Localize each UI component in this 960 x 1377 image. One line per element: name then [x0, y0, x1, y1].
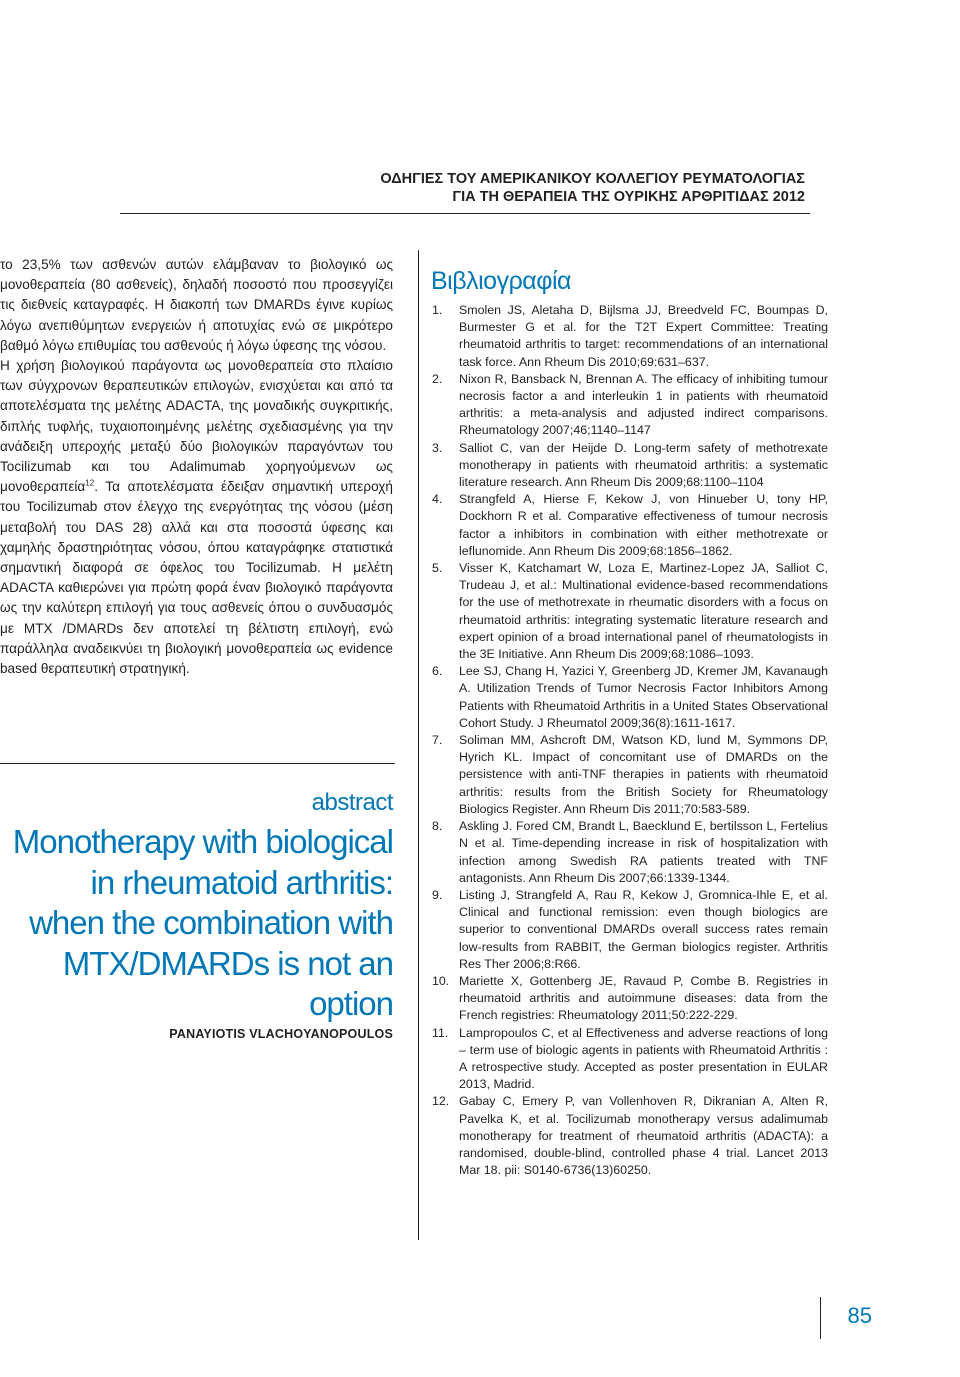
running-header [380, 170, 805, 206]
body-paragraph-2-part-a: Η χρήση βιολογικού παράγοντα ως μονοθεραπεία στο πλαίσιο των σύγχρονων θεραπευτικών επιλογών, ενισχύεται και από τα αποτελέσματα της μελέτης ADACTA, της μοναδικής συγκριτικής, διπλής τυφλής, τυχαιοποιημένης μελέτης σχεδιασμένης για την ανάδειξη υπεροχής μεταξύ δύο βιολογικών παραγόντων του Tocilizumab και του Adalimumab χορηγούμενων ως μονοθεραπεία [0, 358, 393, 495]
reference-item [432, 818, 828, 887]
body-text-column [0, 255, 393, 679]
reference-text: Lampropoulos C, et al Effectiveness and adverse reactions of long – term use of biologic agents in patients with Rheumatoid Arthritis : A retrospective study. Accepted as poster presentation in EULAR 2013, Madrid. [459, 1025, 828, 1092]
reference-number: 10. [432, 973, 450, 988]
abstract-title [0, 822, 393, 1025]
reference-item [432, 663, 828, 732]
reference-number: 6. [432, 664, 443, 679]
body-paragraph-2-part-b: . Τα αποτελέσματα έδειξαν σημαντική υπεροχή του Tocilizumab στον έλεγχο της ενεργότητας της νόσου (μέση μεταβολή του DAS 28) αλλά και στα ποσοστά ύφεσης και χαμηλής δραστηριότητας νόσου, όπου καταγράφηκε στατιστικά σημαντική διαφορά σε όφελος του Tocilizumab. Η μελέτη ADACTA καθιερώνει για πρώτη φορά έναν βιολογικό παράγοντα ως την καλύτερη επιλογή για τους ασθενείς όπου ο συνδυασμός με MTX /DMARDs δεν αποτελεί τη βέλτιστη επιλογή, ενώ παράλληλα αναδεικνύει τη βιολογική μονοθεραπεία ως evidence based θεραπευτική στρατηγική. [0, 479, 393, 677]
abstract-title-line: in rheumatoid arthritis: [90, 863, 393, 901]
reference-text: Salliot C, van der Heijde D. Long-term safety of methotrexate monotherapy in patients with rheumatoid arthritis: a systematic literature research. Ann Rheum Dis 2009;68:1100–1104 [459, 440, 828, 490]
reference-text: Askling J. Fored CM, Brandt L, Baecklund E, bertilsson L, Fertelius N et al. Time-depending increase in risk of hospitalization with infection among Swedish RA patients treated with TNF antagonists. Ann Rheum Dis 2007;66:1339-1344. [459, 819, 828, 885]
reference-number: 11. [432, 1025, 449, 1040]
reference-text: Strangfeld A, Hierse F, Kekow J, von Hinueber U, tony HP, Dockhorn R et al. Comparative effectiveness of tumour necrosis factor a inhibitors in combination with either methotrexate or leflunomide. Ann Rheum Dis 2009;68:1856–1862. [459, 492, 828, 558]
reference-item [432, 973, 828, 1025]
reference-item [432, 560, 828, 663]
reference-number: 3. [432, 440, 443, 455]
reference-number: 4. [432, 492, 443, 507]
reference-number: 12. [432, 1094, 450, 1109]
running-header-line-1: ΟΔΗΓΙΕΣ ΤΟΥ ΑΜΕΡΙΚΑΝΙΚΟΥ ΚΟΛΛΕΓΙΟΥ ΡΕΥΜΑΤΟΛΟΓΙΑΣ [380, 171, 805, 187]
reference-item [432, 371, 828, 440]
references-title: Βιβλιογραφία [431, 267, 571, 295]
citation-superscript: 12 [85, 478, 95, 488]
reference-text: Mariette X, Gottenberg JE, Ravaud P, Combe B. Registries in rheumatoid arthritis and autoimmune diseases: data from the French registries: Rheumatology 2011;50:222-229. [459, 973, 828, 1023]
reference-item [432, 302, 828, 371]
reference-item [432, 440, 828, 492]
abstract-title-line: MTX/DMARDs is not an [62, 944, 393, 982]
column-divider [418, 250, 419, 1240]
abstract-title-line: when the combination with [29, 904, 393, 941]
reference-item [432, 887, 828, 973]
reference-text: Soliman MM, Ashcroft DM, Watson KD, lund M, Symmons DP, Hyrich KL. Impact of concomitant use of DMARDs on the persistence with anti-TNF therapies in patients with rheumatoid arthritis: results from the British Society for Rheumatology Biologics Register. Ann Rheum Dis 2011;70:583-589. [459, 733, 828, 816]
body-paragraph-2 [0, 356, 393, 679]
abstract-title-line: option [309, 985, 393, 1022]
reference-item [432, 1025, 828, 1094]
reference-number: 2. [432, 371, 443, 386]
reference-item [432, 491, 828, 560]
reference-text: Lee SJ, Chang H, Yazici Y, Greenberg JD, Kremer JM, Kavanaugh A. Utilization Trends of Tumor Necrosis Factor Inhibitors Among Patients with Rheumatoid Arthritis in a United States Observational Cohort Study. J Rheumatol 2009;36(8):1611-1617. [459, 664, 828, 730]
references-column [432, 266, 828, 1179]
reference-text: Visser K, Katchamart W, Loza E, Martinez-Lopez JA, Salliot C, Trudeau J, et al.: Multinational evidence-based recommendations for the use of methotrexate in rheumatic disorders with a focus on rheumatoid arthritis: integrating systematic literature research and expert opinion of a broad international panel of rheumatologists in the 3E Initiative. Ann Rheum Dis 2009;68:1086–1093. [459, 561, 828, 662]
abstract-title-line: Monotherapy with biological [12, 823, 393, 860]
reference-number: 1. [432, 303, 443, 317]
reference-text: Nixon R, Bansback N, Brennan A. The efficacy of inhibiting tumour necrosis factor a and interleukin 1 in patients with rheumatoid arthritis: a meta-analysis and adjusted indirect comparisons. Rheumatology 2007;46;1140–1147 [459, 371, 828, 438]
body-divider [0, 763, 395, 764]
reference-list [432, 302, 828, 1179]
reference-text: Gabay C, Emery P, van Vollenhoven R, Dikranian A, Alten R, Pavelka K, et al. Tocilizumab monotherapy versus adalimumab monotherapy for treatment of rheumatoid arthritis (ADACTA): a randomised, double-blind, controlled phase 4 trial. Lancet 2013 Mar 18. pii: S0140-6736(13)60250. [459, 1094, 828, 1178]
body-paragraph-1: το 23,5% των ασθενών αυτών ελάμβαναν το βιολογικό ως μονοθεραπεία (80 ασθενείς), δηλαδή ποσοστό που προσεγγίζει τις διεθνείς καταγραφές. Η διακοπή των DMARDs έγινε κυρίως λόγω ανεπιθύμητων ενεργειών ή αποτυχίας ενώ σε μικρότερο βαθμό λόγω επιθυμίας του ασθενούς ή λόγω ύφεσης της νόσου. [0, 257, 393, 353]
abstract-author: PANAYIOTIS VLACHOYANOPOULOS [169, 1026, 393, 1041]
reference-number: 9. [432, 887, 443, 902]
reference-number: 7. [432, 733, 443, 748]
abstract-label: abstract [311, 789, 393, 816]
header-divider [120, 213, 810, 214]
reference-item [432, 1093, 828, 1179]
abstract-block [0, 788, 393, 1041]
reference-text: Smolen JS, Aletaha D, Bijlsma JJ, Breedveld FC, Boumpas D, Burmester G et al. for the T2T Expert Committee: Treating rheumatoid arthritis to target: recommendations of an international task force. Ann Rheum Dis 2010;69:631–637. [459, 303, 828, 369]
reference-number: 5. [432, 561, 443, 576]
reference-item [432, 732, 828, 818]
page-number-divider [820, 1297, 821, 1339]
page-number: 85 [847, 1303, 872, 1328]
reference-text: Listing J, Strangfeld A, Rau R, Kekow J, Gromnica-Ihle E, et al. Clinical and functional remission: even though biologics are superior to conventional DMARDs overall success rates remain low-results from RABBIT, the German biologics register. Arthritis Res Ther 2006;8:R66. [459, 887, 828, 971]
reference-number: 8. [432, 819, 443, 834]
running-header-line-2: ΓΙΑ ΤΗ ΘΕΡΑΠΕΙΑ ΤΗΣ ΟΥΡΙΚΗΣ ΑΡΘΡΙΤΙΔΑΣ 2012 [452, 189, 805, 205]
